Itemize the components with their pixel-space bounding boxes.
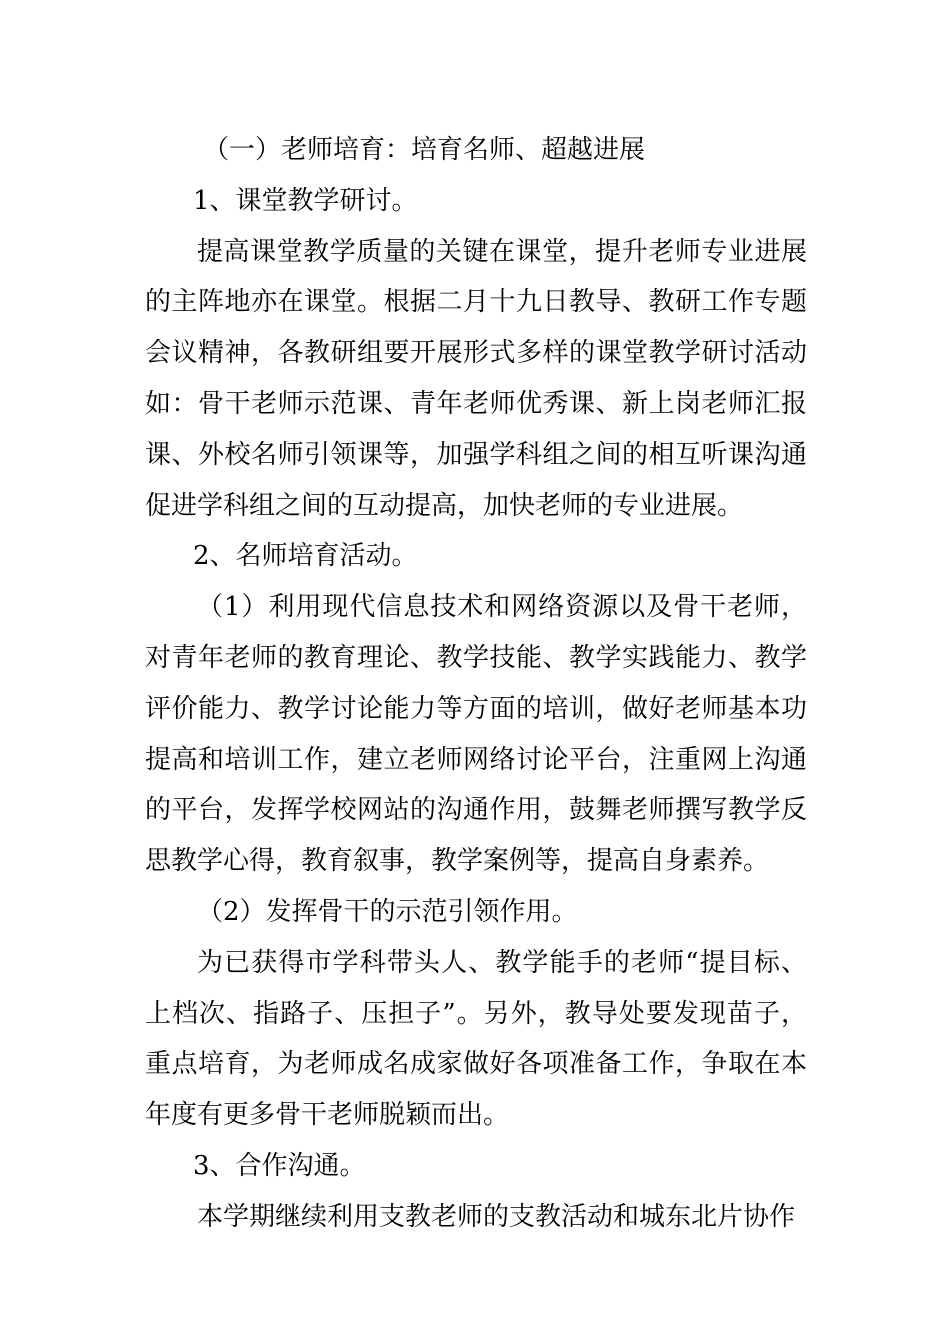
- subheading-famous-teacher-training: 2、名师培育活动。: [193, 541, 418, 572]
- paragraph-item-2-backbone-leading: （2）发挥骨干的示范引领作用。: [197, 896, 578, 927]
- document-body: [145, 125, 807, 1243]
- subheading-classroom-teaching-research: 1、课堂教学研讨。: [193, 185, 418, 216]
- section-heading-teacher-training: （一）老师培育：培育名师、超越进展: [203, 135, 646, 165]
- paragraph-backbone-teachers: 为已获得市学科带头人、教学能手的老师“提目标、上档次、指路子、压担子”。另外，教导处要发现苗子，重点培育，为老师成名成家做好各项准备工作，争取在本年度有更多骨干老师脱颖而出。: [145, 947, 807, 1131]
- subheading-cooperation-communication: 3、合作沟通。: [193, 1150, 366, 1181]
- paragraph-item-1-technology-training: （1）利用现代信息技术和网络资源以及骨干老师，对青年老师的教育理论、教学技能、教学实践能力、教学评价能力、教学讨论能力等方面的培训，做好老师基本功提高和培训工作，建立老师网络讨论平台，注重网上沟通的平台，发挥学校网站的沟通作用，鼓舞老师撰写教学反思教学心得，教育叙事，教学案例等，提高自身素养。: [145, 592, 807, 877]
- paragraph-cooperation: 本学期继续利用支教老师的支教活动和城东北片协作: [197, 1201, 796, 1232]
- paragraph-classroom-teaching: 提高课堂教学质量的关键在课堂，提升老师专业进展的主阵地亦在课堂。根据二月十九日教导、教研工作专题会议精神，各教研组要开展形式多样的课堂教学研讨活动如：骨干老师示范课、青年老师优秀课、新上岗老师汇报课、外校名师引领课等，加强学科组之间的相互听课沟通促进学科组之间的互动提高，加快老师的专业进展。: [145, 236, 807, 521]
